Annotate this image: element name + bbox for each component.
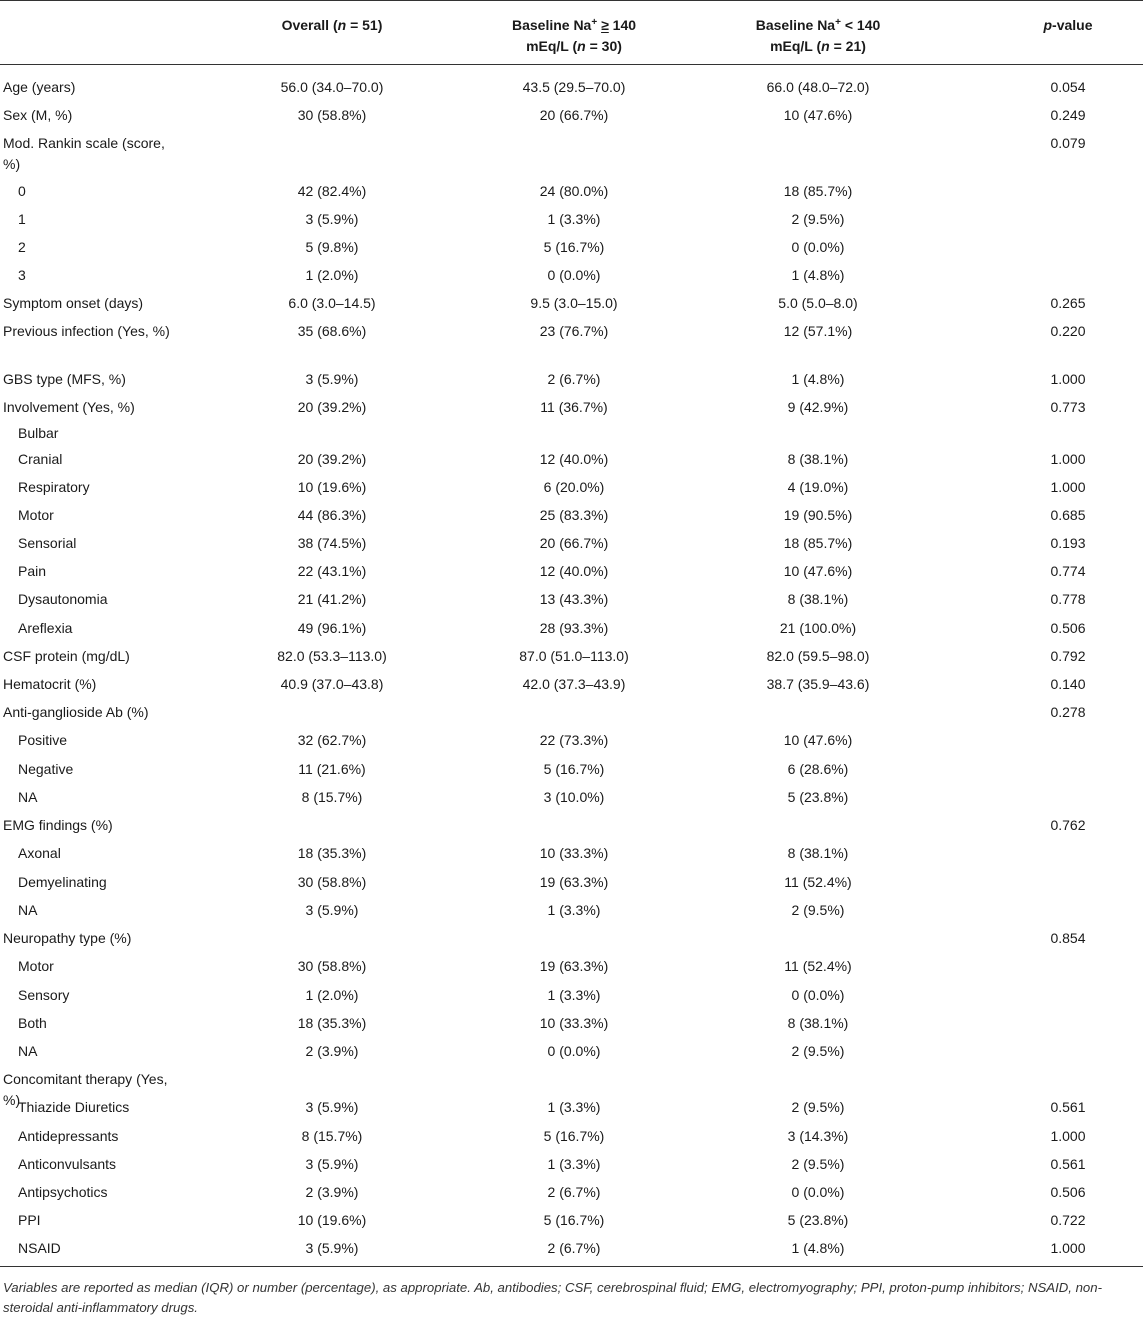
cell-baseline-low: 10 (47.6%): [783, 107, 853, 123]
cell-baseline-low: 11 (52.4%): [784, 958, 852, 974]
row-label: Demyelinating: [18, 874, 107, 890]
header-p-rest: -value: [1052, 17, 1093, 33]
header-overall-pre: Overall (: [281, 17, 338, 33]
cell-p-value: 0.506: [1050, 620, 1086, 636]
row-label: Antipsychotics: [18, 1184, 108, 1200]
row-label: Previous infection (Yes, %): [3, 323, 170, 339]
cell-overall: 2 (3.9%): [305, 1184, 359, 1200]
cell-baseline-high: 87.0 (51.0–113.0): [519, 648, 629, 664]
row-label: Motor: [18, 507, 54, 523]
row-label: NA: [18, 789, 38, 805]
cell-baseline-low: 2 (9.5%): [791, 1043, 845, 1059]
cell-overall: 3 (5.9%): [305, 1240, 359, 1256]
cell-baseline-low: 38.7 (35.9–43.6): [766, 676, 870, 692]
cell-baseline-high: 19 (63.3%): [539, 958, 609, 974]
cell-baseline-high: 5 (16.7%): [543, 1212, 605, 1228]
table-footnote: Variables are reported as median (IQR) or number (percentage), as appropriate. Ab, antibodies; CSF, cerebrospinal fluid; EMG, electromyography; PPI, proton-pump inhibitors; NSAID, non-steroidal anti-inflammatory drugs.: [3, 1280, 1102, 1315]
cell-baseline-high: 10 (33.3%): [539, 1015, 609, 1031]
cell-p-value: 1.000: [1050, 371, 1086, 387]
cell-overall: 5 (9.8%): [305, 239, 359, 255]
header-low-label: Baseline Na: [755, 17, 836, 33]
cell-baseline-high: 0 (0.0%): [547, 1043, 601, 1059]
cell-baseline-low: 8 (38.1%): [787, 451, 849, 467]
cell-baseline-high: 13 (43.3%): [539, 591, 609, 607]
cell-baseline-low: 18 (85.7%): [783, 183, 853, 199]
cell-overall: 35 (68.6%): [297, 323, 367, 339]
cell-p-value: 0.685: [1050, 507, 1086, 523]
row-label: Sensory: [18, 987, 70, 1003]
header-high-count: = 30): [585, 38, 622, 54]
header-low-operator: <: [844, 17, 854, 33]
cell-overall: 40.9 (37.0–43.8): [280, 676, 384, 692]
cell-baseline-low: 4 (19.0%): [787, 479, 849, 495]
cell-baseline-low: 10 (47.6%): [783, 563, 853, 579]
row-label: 1: [18, 211, 26, 227]
row-label: Anticonvulsants: [18, 1156, 117, 1172]
cell-baseline-high: 12 (40.0%): [539, 451, 609, 467]
cell-p-value: 0.792: [1050, 648, 1086, 664]
cell-baseline-high: 6 (20.0%): [543, 479, 605, 495]
cell-baseline-high: 22 (73.3%): [539, 732, 609, 748]
cell-baseline-low: 1 (4.8%): [791, 267, 845, 283]
row-label: Respiratory: [18, 479, 90, 495]
cell-baseline-high: 1 (3.3%): [547, 1156, 601, 1172]
cell-baseline-high: 1 (3.3%): [547, 211, 601, 227]
cell-baseline-low: 18 (85.7%): [783, 535, 853, 551]
cell-baseline-low: 0 (0.0%): [791, 987, 845, 1003]
row-label: CSF protein (mg/dL): [3, 648, 130, 664]
cell-overall: 56.0 (34.0–70.0): [280, 79, 384, 95]
cell-p-value: 1.000: [1050, 1240, 1086, 1256]
cell-overall: 3 (5.9%): [305, 1099, 359, 1115]
row-label: Positive: [18, 732, 68, 748]
cell-baseline-low: 21 (100.0%): [779, 620, 857, 636]
row-label: Thiazide Diuretics: [18, 1099, 130, 1115]
row-label: Negative: [18, 761, 74, 777]
cell-overall: 10 (19.6%): [297, 1212, 367, 1228]
cell-baseline-low: 5 (23.8%): [787, 789, 849, 805]
row-label: GBS type (MFS, %): [3, 371, 126, 387]
cell-overall: 11 (21.6%): [298, 761, 366, 777]
cell-overall: 18 (35.3%): [297, 1015, 367, 1031]
row-label: NSAID: [18, 1240, 61, 1256]
cell-baseline-high: 5 (16.7%): [543, 1128, 605, 1144]
cell-baseline-high: 5 (16.7%): [543, 239, 605, 255]
cell-baseline-high: 23 (76.7%): [539, 323, 609, 339]
cell-overall: 8 (15.7%): [301, 789, 363, 805]
cell-baseline-low: 12 (57.1%): [783, 323, 853, 339]
row-label: PPI: [18, 1212, 41, 1228]
cell-p-value: 0.079: [1050, 135, 1086, 151]
cell-overall: 20 (39.2%): [297, 451, 367, 467]
header-overall-n: n: [337, 17, 347, 33]
cell-p-value: 0.265: [1050, 295, 1086, 311]
row-label: Both: [18, 1015, 47, 1031]
row-label: Motor: [18, 958, 54, 974]
cell-overall: 3 (5.9%): [305, 371, 359, 387]
cell-p-value: 0.778: [1050, 591, 1086, 607]
cell-baseline-high: 0 (0.0%): [547, 267, 601, 283]
cell-overall: 21 (41.2%): [297, 591, 367, 607]
header-p-italic: p: [1043, 17, 1053, 33]
table-bottom-rule: [0, 1266, 1143, 1267]
cell-baseline-high: 1 (3.3%): [547, 987, 601, 1003]
cell-baseline-high: 20 (66.7%): [539, 535, 609, 551]
cell-baseline-low: 10 (47.6%): [783, 732, 853, 748]
cell-baseline-low: 11 (52.4%): [784, 874, 852, 890]
cell-overall: 44 (86.3%): [297, 507, 367, 523]
cell-p-value: 0.774: [1050, 563, 1086, 579]
cell-baseline-high: 2 (6.7%): [547, 1184, 601, 1200]
cell-overall: 1 (2.0%): [305, 267, 359, 283]
cell-baseline-low: 2 (9.5%): [791, 1156, 845, 1172]
header-high-threshold: 140: [612, 17, 637, 33]
row-label: Symptom onset (days): [3, 295, 144, 311]
row-label: EMG findings (%): [3, 817, 113, 833]
cell-overall: 20 (39.2%): [297, 399, 367, 415]
row-label: Areflexia: [18, 620, 73, 636]
cell-overall: 3 (5.9%): [305, 902, 359, 918]
cell-p-value: 0.220: [1050, 323, 1086, 339]
row-label: 2: [18, 239, 26, 255]
row-label: Concomitant therapy (Yes, %): [3, 1071, 168, 1108]
cell-overall: 30 (58.8%): [297, 958, 367, 974]
cell-baseline-low: 8 (38.1%): [787, 845, 849, 861]
cell-baseline-high: 10 (33.3%): [539, 845, 609, 861]
cell-baseline-high: 1 (3.3%): [547, 1099, 601, 1115]
cell-overall: 32 (62.7%): [297, 732, 367, 748]
cell-baseline-low: 2 (9.5%): [791, 1099, 845, 1115]
cell-baseline-high: 19 (63.3%): [539, 874, 609, 890]
cell-baseline-high: 43.5 (29.5–70.0): [522, 79, 626, 95]
row-label: NA: [18, 1043, 38, 1059]
cell-baseline-low: 8 (38.1%): [787, 591, 849, 607]
cell-baseline-high: 2 (6.7%): [547, 371, 601, 387]
header-high-sup: +: [591, 17, 598, 28]
cell-p-value: 0.561: [1050, 1156, 1086, 1172]
cell-overall: 38 (74.5%): [297, 535, 367, 551]
row-label: 3: [18, 267, 26, 283]
cell-p-value: 0.722: [1050, 1212, 1086, 1228]
cell-baseline-low: 19 (90.5%): [783, 507, 853, 523]
cell-baseline-low: 0 (0.0%): [791, 239, 845, 255]
cell-overall: 1 (2.0%): [305, 987, 359, 1003]
row-label: Anti-ganglioside Ab (%): [3, 704, 149, 720]
cell-p-value: 1.000: [1050, 479, 1086, 495]
cell-baseline-high: 24 (80.0%): [539, 183, 609, 199]
cell-baseline-low: 5 (23.8%): [787, 1212, 849, 1228]
row-label: Antidepressants: [18, 1128, 119, 1144]
cell-p-value: 0.773: [1050, 399, 1086, 415]
cell-overall: 49 (96.1%): [297, 620, 367, 636]
cell-baseline-high: 12 (40.0%): [539, 563, 609, 579]
cell-overall: 82.0 (53.3–113.0): [277, 648, 387, 664]
cell-overall: 3 (5.9%): [305, 1156, 359, 1172]
cell-overall: 30 (58.8%): [297, 107, 367, 123]
cell-baseline-low: 5.0 (5.0–8.0): [778, 295, 858, 311]
cell-baseline-low: 1 (4.8%): [791, 371, 845, 387]
cell-baseline-low: 1 (4.8%): [791, 1240, 845, 1256]
cell-baseline-high: 28 (93.3%): [539, 620, 609, 636]
cell-baseline-low: 3 (14.3%): [787, 1128, 849, 1144]
row-label: Axonal: [18, 845, 61, 861]
cell-p-value: 0.249: [1050, 107, 1086, 123]
cell-baseline-high: 9.5 (3.0–15.0): [530, 295, 618, 311]
cell-overall: 2 (3.9%): [305, 1043, 359, 1059]
cell-overall: 10 (19.6%): [297, 479, 367, 495]
cell-baseline-low: 9 (42.9%): [787, 399, 849, 415]
cell-overall: 6.0 (3.0–14.5): [288, 295, 376, 311]
row-label: NA: [18, 902, 38, 918]
cell-p-value: 1.000: [1050, 1128, 1086, 1144]
cell-baseline-high: 2 (6.7%): [547, 1240, 601, 1256]
cell-p-value: 0.054: [1050, 79, 1086, 95]
cell-baseline-low: 82.0 (59.5–98.0): [766, 648, 870, 664]
row-label: Hematocrit (%): [3, 676, 97, 692]
cell-overall: 42 (82.4%): [297, 183, 367, 199]
header-low-sup: +: [835, 17, 841, 28]
header-low-n: n: [821, 38, 830, 54]
row-label: Mod. Rankin scale (score, %): [3, 135, 165, 172]
cell-baseline-high: 11 (36.7%): [540, 399, 608, 415]
header-high-operator: ≥: [601, 17, 609, 33]
cell-overall: 8 (15.7%): [301, 1128, 363, 1144]
cell-p-value: 0.506: [1050, 1184, 1086, 1200]
row-label: Involvement (Yes, %): [3, 399, 135, 415]
cell-overall: 3 (5.9%): [305, 211, 359, 227]
cell-baseline-low: 8 (38.1%): [787, 1015, 849, 1031]
header-low-count: = 21): [829, 38, 866, 54]
cell-baseline-high: 3 (10.0%): [543, 789, 605, 805]
row-label: Neuropathy type (%): [3, 930, 132, 946]
cell-p-value: 1.000: [1050, 451, 1086, 467]
header-high-label: Baseline Na: [511, 17, 592, 33]
header-high-unit: mEq/L (: [526, 38, 578, 54]
cell-p-value: 0.193: [1050, 535, 1086, 551]
cell-p-value: 0.561: [1050, 1099, 1086, 1115]
header-low-threshold: 140: [856, 17, 881, 33]
row-label: Dysautonomia: [18, 591, 108, 607]
cell-baseline-high: 42.0 (37.3–43.9): [522, 676, 626, 692]
row-label: Cranial: [18, 451, 63, 467]
cell-overall: 18 (35.3%): [297, 845, 367, 861]
cell-p-value: 0.854: [1050, 930, 1086, 946]
cell-baseline-high: 1 (3.3%): [547, 902, 601, 918]
cell-p-value: 0.278: [1050, 704, 1086, 720]
cell-baseline-high: 25 (83.3%): [539, 507, 609, 523]
cell-p-value: 0.140: [1050, 676, 1086, 692]
cell-baseline-high: 20 (66.7%): [539, 107, 609, 123]
row-label: Sensorial: [18, 535, 77, 551]
cell-baseline-low: 6 (28.6%): [787, 761, 849, 777]
cell-overall: 30 (58.8%): [297, 874, 367, 890]
cell-baseline-high: 5 (16.7%): [543, 761, 605, 777]
row-label: Pain: [18, 563, 47, 579]
cell-baseline-low: 66.0 (48.0–72.0): [766, 79, 870, 95]
cell-baseline-low: 0 (0.0%): [791, 1184, 845, 1200]
row-label: Sex (M, %): [3, 107, 73, 123]
cell-overall: 22 (43.1%): [297, 563, 367, 579]
header-high-n: n: [577, 38, 586, 54]
header-low-unit: mEq/L (: [770, 38, 822, 54]
cell-p-value: 0.762: [1050, 817, 1086, 833]
header-overall-post: = 51): [346, 17, 383, 33]
row-label: Bulbar: [18, 425, 59, 441]
cell-baseline-low: 2 (9.5%): [791, 902, 845, 918]
row-label: 0: [18, 183, 26, 199]
cell-baseline-low: 2 (9.5%): [791, 211, 845, 227]
row-label: Age (years): [3, 79, 76, 95]
